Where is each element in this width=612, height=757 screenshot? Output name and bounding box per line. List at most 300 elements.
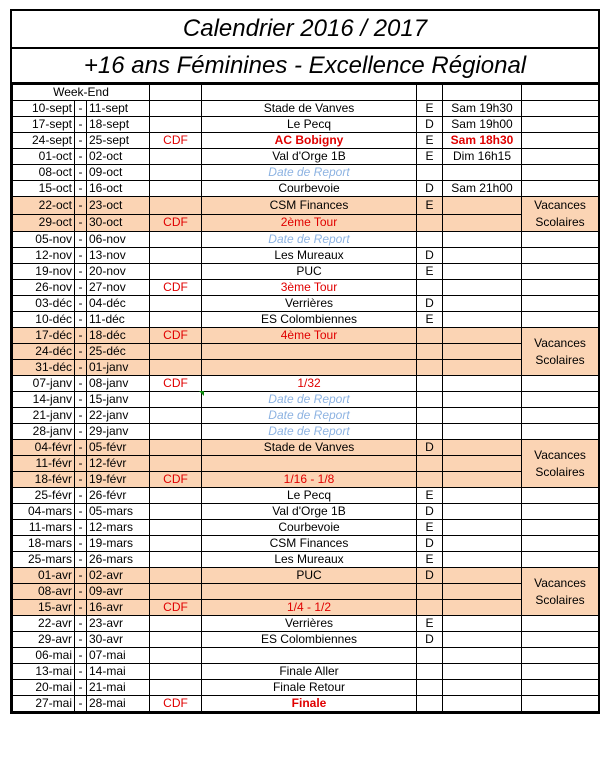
match-time-cell	[443, 214, 522, 232]
vacances-scolaires-cell	[522, 440, 599, 488]
location-cell: E	[417, 616, 443, 632]
location-cell	[417, 376, 443, 392]
cdf-cell	[150, 616, 202, 632]
schedule-row	[13, 552, 599, 568]
opponent-cell: Verrières	[202, 296, 417, 312]
location-cell: D	[417, 296, 443, 312]
saturday-date: 22-oct	[13, 197, 75, 215]
opponent-cell: Date de Report	[202, 408, 417, 424]
saturday-date: 20-mai	[13, 680, 75, 696]
page-subtitle: +16 ans Féminines - Excellence Régional	[12, 49, 598, 84]
schedule-row	[13, 344, 599, 360]
location-cell	[417, 600, 443, 616]
match-time-cell: Sam 18h30	[443, 133, 522, 149]
schedule-row	[13, 424, 599, 440]
vacances-empty-cell	[522, 424, 599, 440]
match-time-cell	[443, 424, 522, 440]
date-separator: -	[75, 264, 87, 280]
schedule-row	[13, 632, 599, 648]
location-cell	[417, 408, 443, 424]
schedule-row	[13, 648, 599, 664]
match-time-cell	[443, 440, 522, 456]
location-cell: E	[417, 101, 443, 117]
vacances-empty-cell	[522, 165, 599, 181]
cdf-cell: CDF	[150, 328, 202, 344]
sunday-date: 01-janv	[87, 360, 150, 376]
opponent-cell: Les Mureaux	[202, 248, 417, 264]
opponent-cell: 4ème Tour	[202, 328, 417, 344]
match-time-cell	[443, 520, 522, 536]
cdf-cell	[150, 360, 202, 376]
saturday-date: 15-avr	[13, 600, 75, 616]
match-time-cell	[443, 488, 522, 504]
date-separator: -	[75, 440, 87, 456]
date-separator: -	[75, 664, 87, 680]
sunday-date: 02-oct	[87, 149, 150, 165]
sunday-date: 16-avr	[87, 600, 150, 616]
date-separator: -	[75, 117, 87, 133]
schedule-row	[13, 472, 599, 488]
saturday-date: 10-sept	[13, 101, 75, 117]
sunday-date: 12-mars	[87, 520, 150, 536]
schedule-row	[13, 392, 599, 408]
calendar-sheet	[10, 9, 600, 714]
schedule-row	[13, 600, 599, 616]
location-cell	[417, 680, 443, 696]
saturday-date: 05-nov	[13, 232, 75, 248]
saturday-date: 10-déc	[13, 312, 75, 328]
sunday-date: 11-sept	[87, 101, 150, 117]
saturday-date: 22-avr	[13, 616, 75, 632]
cdf-cell	[150, 440, 202, 456]
cdf-cell	[150, 504, 202, 520]
cdf-cell: CDF	[150, 280, 202, 296]
cdf-cell	[150, 165, 202, 181]
opponent-cell: CSM Finances	[202, 536, 417, 552]
schedule-row	[13, 296, 599, 312]
schedule-row	[13, 680, 599, 696]
saturday-date: 18-mars	[13, 536, 75, 552]
vacances-empty-cell	[522, 504, 599, 520]
vacances-empty-cell	[522, 133, 599, 149]
opponent-cell: CSM Finances	[202, 197, 417, 215]
location-cell: D	[417, 632, 443, 648]
opponent-cell: Stade de Vanves	[202, 440, 417, 456]
date-separator: -	[75, 133, 87, 149]
schedule-row	[13, 197, 599, 215]
sunday-date: 12-févr	[87, 456, 150, 472]
vacances-empty-cell	[522, 408, 599, 424]
location-cell: E	[417, 133, 443, 149]
scolaires-label: Scolaires	[535, 215, 585, 229]
match-time-cell	[443, 312, 522, 328]
location-cell	[417, 392, 443, 408]
opponent-cell	[202, 584, 417, 600]
location-cell: D	[417, 181, 443, 197]
opponent-cell: Date de Report	[202, 392, 417, 408]
sunday-date: 26-févr	[87, 488, 150, 504]
cdf-cell	[150, 181, 202, 197]
schedule-row	[13, 584, 599, 600]
match-time-cell	[443, 504, 522, 520]
vacances-empty-cell	[522, 117, 599, 133]
opponent-cell: 2ème Tour	[202, 214, 417, 232]
opponent-cell: ES Colombiennes	[202, 632, 417, 648]
location-cell: E	[417, 264, 443, 280]
saturday-date: 28-janv	[13, 424, 75, 440]
date-separator: -	[75, 328, 87, 344]
sunday-date: 21-mai	[87, 680, 150, 696]
match-time-cell	[443, 456, 522, 472]
saturday-date: 13-mai	[13, 664, 75, 680]
weekend-header: Week-End	[13, 85, 150, 101]
location-cell: D	[417, 117, 443, 133]
schedule-row	[13, 568, 599, 584]
vacances-empty-cell	[522, 312, 599, 328]
opponent-cell: PUC	[202, 568, 417, 584]
sunday-date: 22-janv	[87, 408, 150, 424]
date-separator: -	[75, 165, 87, 181]
saturday-date: 14-janv	[13, 392, 75, 408]
cdf-cell: CDF	[150, 600, 202, 616]
sunday-date: 26-mars	[87, 552, 150, 568]
saturday-date: 17-déc	[13, 328, 75, 344]
date-separator: -	[75, 376, 87, 392]
location-cell	[417, 584, 443, 600]
location-cell	[417, 456, 443, 472]
saturday-date: 25-févr	[13, 488, 75, 504]
match-time-cell	[443, 472, 522, 488]
schedule-row	[13, 488, 599, 504]
date-separator: -	[75, 504, 87, 520]
cdf-cell	[150, 584, 202, 600]
sunday-date: 30-oct	[87, 214, 150, 232]
cdf-cell	[150, 680, 202, 696]
location-cell	[417, 664, 443, 680]
schedule-row	[13, 408, 599, 424]
saturday-date: 21-janv	[13, 408, 75, 424]
vacances-empty-cell	[522, 632, 599, 648]
schedule-row	[13, 117, 599, 133]
opponent-cell: Finale Retour	[202, 680, 417, 696]
match-time-cell: Sam 19h30	[443, 101, 522, 117]
date-separator: -	[75, 552, 87, 568]
location-cell: E	[417, 312, 443, 328]
vacances-empty-cell	[522, 648, 599, 664]
schedule-row	[13, 214, 599, 232]
vacances-empty-cell	[522, 296, 599, 312]
date-separator: -	[75, 632, 87, 648]
saturday-date: 15-oct	[13, 181, 75, 197]
cell-comment-marker	[199, 391, 204, 396]
schedule-row	[13, 280, 599, 296]
header-empty-loc	[417, 85, 443, 101]
cdf-cell	[150, 456, 202, 472]
location-cell: E	[417, 197, 443, 215]
sunday-date: 04-déc	[87, 296, 150, 312]
schedule-row	[13, 181, 599, 197]
match-time-cell	[443, 264, 522, 280]
schedule-row	[13, 536, 599, 552]
saturday-date: 04-mars	[13, 504, 75, 520]
schedule-row	[13, 328, 599, 344]
match-time-cell	[443, 600, 522, 616]
date-separator: -	[75, 360, 87, 376]
schedule-row	[13, 360, 599, 376]
match-time-cell	[443, 392, 522, 408]
match-time-cell	[443, 344, 522, 360]
schedule-row	[13, 616, 599, 632]
saturday-date: 12-nov	[13, 248, 75, 264]
date-separator: -	[75, 456, 87, 472]
schedule-row	[13, 264, 599, 280]
match-time-cell	[443, 680, 522, 696]
vacances-empty-cell	[522, 181, 599, 197]
saturday-date: 01-oct	[13, 149, 75, 165]
saturday-date: 04-févr	[13, 440, 75, 456]
sunday-date: 02-avr	[87, 568, 150, 584]
saturday-date: 27-mai	[13, 696, 75, 712]
opponent-cell	[202, 360, 417, 376]
opponent-cell: 1/32	[202, 376, 417, 392]
opponent-cell: 1/16 - 1/8	[202, 472, 417, 488]
location-cell: D	[417, 248, 443, 264]
date-separator: -	[75, 149, 87, 165]
match-time-cell	[443, 376, 522, 392]
vacances-scolaires-cell	[522, 568, 599, 616]
vacances-label: Vacances	[534, 335, 586, 350]
saturday-date: 18-févr	[13, 472, 75, 488]
opponent-cell: Val d'Orge 1B	[202, 504, 417, 520]
match-time-cell	[443, 632, 522, 648]
schedule-row	[13, 165, 599, 181]
schedule-row	[13, 520, 599, 536]
match-time-cell: Sam 19h00	[443, 117, 522, 133]
saturday-date: 06-mai	[13, 648, 75, 664]
cdf-cell: CDF	[150, 376, 202, 392]
date-separator: -	[75, 680, 87, 696]
match-time-cell	[443, 616, 522, 632]
vacances-empty-cell	[522, 680, 599, 696]
opponent-cell: Date de Report	[202, 232, 417, 248]
vacances-scolaires-cell	[522, 328, 599, 376]
cdf-cell	[150, 520, 202, 536]
location-cell: D	[417, 440, 443, 456]
cdf-cell: CDF	[150, 696, 202, 712]
saturday-date: 03-déc	[13, 296, 75, 312]
match-time-cell	[443, 248, 522, 264]
opponent-cell: Le Pecq	[202, 488, 417, 504]
sunday-date: 18-déc	[87, 328, 150, 344]
saturday-date: 31-déc	[13, 360, 75, 376]
header-empty-vacances	[522, 85, 599, 101]
opponent-cell: Finale	[202, 696, 417, 712]
saturday-date: 08-oct	[13, 165, 75, 181]
cdf-cell	[150, 536, 202, 552]
match-time-cell	[443, 648, 522, 664]
sunday-date: 29-janv	[87, 424, 150, 440]
header-empty-time	[443, 85, 522, 101]
opponent-cell: Courbevoie	[202, 181, 417, 197]
vacances-empty-cell	[522, 280, 599, 296]
sunday-date: 27-nov	[87, 280, 150, 296]
schedule-row	[13, 456, 599, 472]
opponent-cell	[202, 648, 417, 664]
location-cell	[417, 424, 443, 440]
match-time-cell	[443, 197, 522, 215]
opponent-cell: Val d'Orge 1B	[202, 149, 417, 165]
date-separator: -	[75, 232, 87, 248]
match-time-cell	[443, 584, 522, 600]
cdf-cell	[150, 408, 202, 424]
vacances-empty-cell	[522, 232, 599, 248]
saturday-date: 07-janv	[13, 376, 75, 392]
schedule-row	[13, 312, 599, 328]
vacances-empty-cell	[522, 664, 599, 680]
sunday-date: 14-mai	[87, 664, 150, 680]
date-separator: -	[75, 392, 87, 408]
cdf-cell	[150, 296, 202, 312]
date-separator: -	[75, 568, 87, 584]
cdf-cell	[150, 232, 202, 248]
schedule-row	[13, 101, 599, 117]
match-time-cell	[443, 408, 522, 424]
cdf-cell	[150, 312, 202, 328]
sunday-date: 23-oct	[87, 197, 150, 215]
location-cell	[417, 280, 443, 296]
cdf-cell: CDF	[150, 472, 202, 488]
vacances-empty-cell	[522, 616, 599, 632]
location-cell	[417, 696, 443, 712]
cdf-cell	[150, 648, 202, 664]
cdf-cell: CDF	[150, 214, 202, 232]
vacances-empty-cell	[522, 488, 599, 504]
match-time-cell	[443, 696, 522, 712]
sunday-date: 05-mars	[87, 504, 150, 520]
location-cell: D	[417, 536, 443, 552]
match-time-cell	[443, 536, 522, 552]
date-separator: -	[75, 344, 87, 360]
vacances-empty-cell	[522, 552, 599, 568]
sunday-date: 19-mars	[87, 536, 150, 552]
date-separator: -	[75, 181, 87, 197]
location-cell: D	[417, 504, 443, 520]
vacances-empty-cell	[522, 536, 599, 552]
schedule-row	[13, 504, 599, 520]
match-time-cell	[443, 232, 522, 248]
saturday-date: 17-sept	[13, 117, 75, 133]
sunday-date: 09-oct	[87, 165, 150, 181]
sunday-date: 05-févr	[87, 440, 150, 456]
sunday-date: 06-nov	[87, 232, 150, 248]
schedule-row	[13, 232, 599, 248]
vacances-label: Vacances	[534, 575, 586, 590]
header-empty-opponent	[202, 85, 417, 101]
location-cell	[417, 232, 443, 248]
schedule-row	[13, 696, 599, 712]
schedule-row	[13, 664, 599, 680]
opponent-cell: Stade de Vanves	[202, 101, 417, 117]
opponent-cell: Les Mureaux	[202, 552, 417, 568]
sunday-date: 28-mai	[87, 696, 150, 712]
match-time-cell	[443, 664, 522, 680]
date-separator: -	[75, 280, 87, 296]
date-separator: -	[75, 248, 87, 264]
date-separator: -	[75, 424, 87, 440]
schedule-row	[13, 133, 599, 149]
date-separator: -	[75, 197, 87, 215]
opponent-cell: AC Bobigny	[202, 133, 417, 149]
saturday-date: 11-mars	[13, 520, 75, 536]
match-time-cell	[443, 328, 522, 344]
sunday-date: 16-oct	[87, 181, 150, 197]
schedule-row	[13, 440, 599, 456]
opponent-cell: Verrières	[202, 616, 417, 632]
vacances-empty-cell	[522, 149, 599, 165]
cdf-cell	[150, 248, 202, 264]
sunday-date: 11-déc	[87, 312, 150, 328]
cdf-cell	[150, 264, 202, 280]
date-separator: -	[75, 616, 87, 632]
cdf-cell	[150, 488, 202, 504]
cdf-cell	[150, 632, 202, 648]
date-separator: -	[75, 488, 87, 504]
vacances-empty-cell	[522, 376, 599, 392]
vacances-label: Vacances	[534, 447, 586, 462]
match-time-cell	[443, 552, 522, 568]
vacances-empty-cell	[522, 520, 599, 536]
match-time-cell: Sam 21h00	[443, 181, 522, 197]
cdf-cell	[150, 149, 202, 165]
schedule-table	[12, 84, 599, 712]
match-time-cell: Dim 16h15	[443, 149, 522, 165]
opponent-cell	[202, 456, 417, 472]
location-cell: E	[417, 520, 443, 536]
location-cell: E	[417, 149, 443, 165]
vacances-empty-cell	[522, 101, 599, 117]
page-title: Calendrier 2016 / 2017	[12, 11, 598, 49]
saturday-date: 01-avr	[13, 568, 75, 584]
cdf-cell	[150, 664, 202, 680]
sunday-date: 19-févr	[87, 472, 150, 488]
sunday-date: 30-avr	[87, 632, 150, 648]
cdf-cell	[150, 117, 202, 133]
date-separator: -	[75, 696, 87, 712]
opponent-cell: PUC	[202, 264, 417, 280]
opponent-cell: Courbevoie	[202, 520, 417, 536]
date-separator: -	[75, 472, 87, 488]
opponent-cell: ES Colombiennes	[202, 312, 417, 328]
schedule-row	[13, 149, 599, 165]
cdf-cell: CDF	[150, 133, 202, 149]
date-separator: -	[75, 296, 87, 312]
saturday-date: 11-févr	[13, 456, 75, 472]
date-separator: -	[75, 536, 87, 552]
match-time-cell	[443, 568, 522, 584]
match-time-cell	[443, 165, 522, 181]
date-separator: -	[75, 584, 87, 600]
date-separator: -	[75, 600, 87, 616]
saturday-date: 19-nov	[13, 264, 75, 280]
sunday-date: 08-janv	[87, 376, 150, 392]
location-cell	[417, 165, 443, 181]
cdf-cell	[150, 552, 202, 568]
sunday-date: 18-sept	[87, 117, 150, 133]
location-cell	[417, 472, 443, 488]
cdf-cell	[150, 197, 202, 215]
sunday-date: 07-mai	[87, 648, 150, 664]
opponent-cell	[202, 344, 417, 360]
